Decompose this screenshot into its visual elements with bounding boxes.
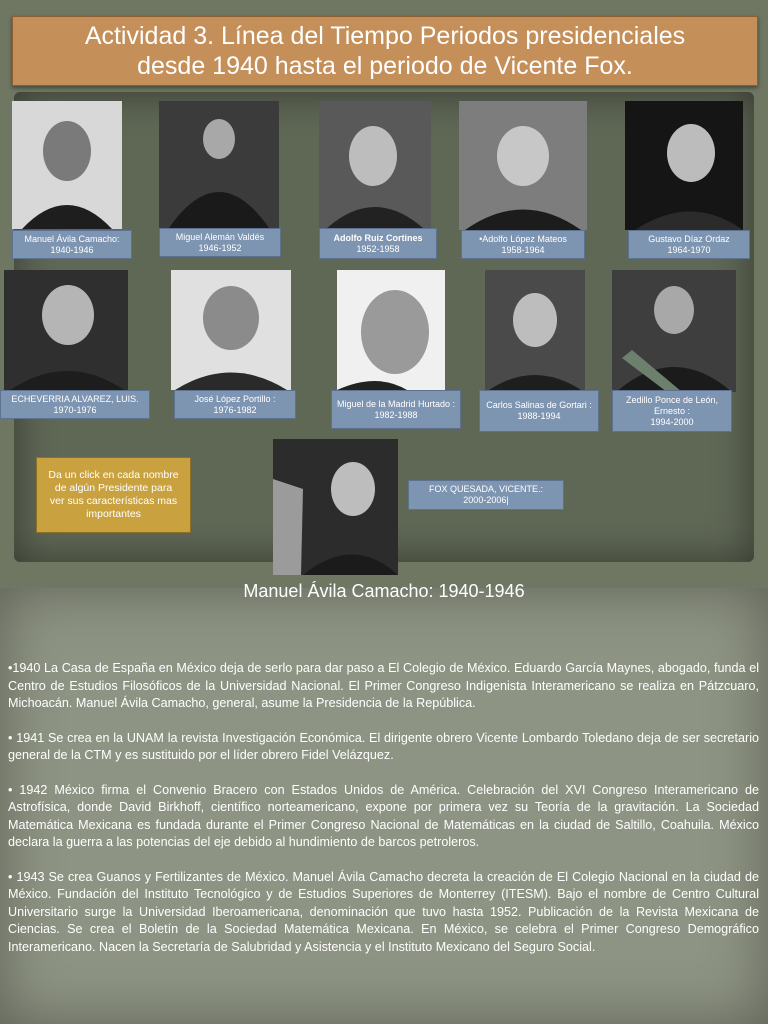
president-period: 1976-1982 bbox=[213, 404, 257, 415]
president-link-salinas[interactable] bbox=[479, 390, 599, 432]
president-photo-lopez-portillo[interactable] bbox=[171, 270, 291, 390]
president-name: FOX QUESADA, VICENTE.: bbox=[428, 484, 544, 494]
president-period: 2000-2006| bbox=[463, 495, 509, 505]
president-photo-avila-camacho[interactable] bbox=[12, 101, 122, 229]
president-name: Manuel Ávila Camacho: bbox=[24, 233, 120, 244]
president-name: Gustavo Díaz Ordaz bbox=[648, 233, 730, 244]
president-photo-de-la-madrid[interactable] bbox=[337, 270, 445, 390]
president-name: Miguel de la Madrid Hurtado : bbox=[336, 398, 456, 409]
president-period: 1988-1994 bbox=[517, 411, 561, 421]
president-name: Carlos Salinas de Gortari : bbox=[486, 400, 592, 410]
president-name: Miguel Alemán Valdés bbox=[175, 231, 265, 242]
president-link-aleman[interactable] bbox=[159, 228, 281, 257]
president-link-echeverria[interactable] bbox=[0, 390, 150, 419]
president-photo-lopez-mateos[interactable] bbox=[459, 101, 587, 230]
paragraph-1941: • 1941 Se crea en la UNAM la revista Investigación Económica. El dirigente obrero Vicente Lombardo Toledano deja de ser secretario general de la CTM y es sustituido por el líder obrero Fidel Velázquez. bbox=[8, 730, 759, 762]
president-name: José López Portillo : bbox=[194, 393, 276, 404]
president-link-ruiz-cortines[interactable] bbox=[319, 228, 437, 259]
page-title bbox=[12, 16, 758, 86]
paragraph-1943: • 1943 Se crea Guanos y Fertilizantes de México. Manuel Ávila Camacho decreta la creación de El Colegio Nacional en la ciudad de México. Fundación del Instituto Tecnológico y de Estudios Superiores de Monterrey (ITESM). Bajo el nombre de Centro Cultural Universitario surge la Universidad Iberoamericana, denominación que tuvo hasta 1952. Publicación de la Revista Mexicana de Ciencias. Se crea el Boletín de la Sociedad Matemática Mexicana. En México, se celebra el Primer Congreso Demográfico Interamericano. Nacen la Secretaría de Salubridad y Asistencia y el Instituto Mexicano del Seguro Social. bbox=[8, 869, 759, 954]
section-heading: Manuel Ávila Camacho: 1940-1946 bbox=[243, 581, 525, 601]
president-name: Adolfo Ruiz Cortines bbox=[333, 232, 423, 243]
president-period: 1964-1970 bbox=[667, 244, 711, 255]
president-period: 1940-1946 bbox=[50, 244, 94, 255]
president-period: 1952-1958 bbox=[356, 243, 400, 254]
president-photo-ruiz-cortines[interactable] bbox=[319, 101, 431, 228]
president-photo-fox[interactable] bbox=[273, 439, 398, 575]
president-photo-zedillo[interactable] bbox=[612, 270, 736, 392]
president-name: ECHEVERRIA ALVAREZ, LUIS. bbox=[11, 393, 139, 404]
president-link-fox[interactable] bbox=[408, 480, 564, 510]
content-body bbox=[8, 660, 759, 973]
president-period: 1982-1988 bbox=[374, 409, 418, 420]
president-photo-diaz-ordaz[interactable] bbox=[625, 101, 743, 230]
president-link-lopez-mateos[interactable] bbox=[461, 230, 585, 259]
president-link-de-la-madrid[interactable] bbox=[331, 390, 461, 429]
president-period: 1970-1976 bbox=[53, 404, 97, 415]
president-name: •Adolfo López Mateos bbox=[479, 233, 567, 244]
president-photo-aleman[interactable] bbox=[159, 101, 279, 228]
president-photo-echeverria[interactable] bbox=[4, 270, 128, 390]
president-link-zedillo[interactable] bbox=[612, 390, 732, 432]
president-photo-salinas[interactable] bbox=[485, 270, 585, 390]
president-link-diaz-ordaz[interactable] bbox=[628, 230, 750, 259]
paragraph-1942: • 1942 México firma el Convenio Bracero con Estados Unidos de América. Celebración del XVI Congreso Interamericano de Astrofísica, donde David Birkhoff, científico norteamericano, expone por primera vez su Teoría de la gravitación. La Sociedad Matemática Mexicana es fundada durante el Primer Congreso Nacional de Matemáticas en la ciudad de Saltillo, Coahuila. México declara la guerra a las potencias del eje debido al hundimiento de barcos petroleros. bbox=[8, 782, 759, 849]
president-link-lopez-portillo[interactable] bbox=[174, 390, 296, 419]
paragraph-1940: •1940 La Casa de España en México deja de serlo para dar paso a El Colegio de México. Eduardo García Maynes, abogado, funda el Centro de Estudios Filosóficos de la Universidad Nacional. El Primer Congreso Indigenista Interamericano se realiza en Pátzcuaro, Michoacán. Manuel Ávila Camacho, general, asume la Presidencia de la República. bbox=[8, 661, 759, 710]
title-line-2: desde 1940 hasta el periodo de Vicente Fox. bbox=[137, 52, 633, 80]
instruction-note-text: Da un click en cada nombre de algún Presidente para ver sus características mas importantes bbox=[48, 469, 179, 520]
president-period: 1946-1952 bbox=[198, 242, 242, 253]
instruction-note bbox=[36, 457, 191, 533]
president-link-avila-camacho[interactable] bbox=[12, 230, 132, 259]
president-period: 1958-1964 bbox=[501, 244, 545, 255]
president-period: 1994-2000 bbox=[650, 416, 694, 427]
title-line-1: Actividad 3. Línea del Tiempo Periodos presidenciales bbox=[84, 22, 686, 50]
president-name: Zedillo Ponce de León, Ernesto : bbox=[625, 394, 719, 416]
